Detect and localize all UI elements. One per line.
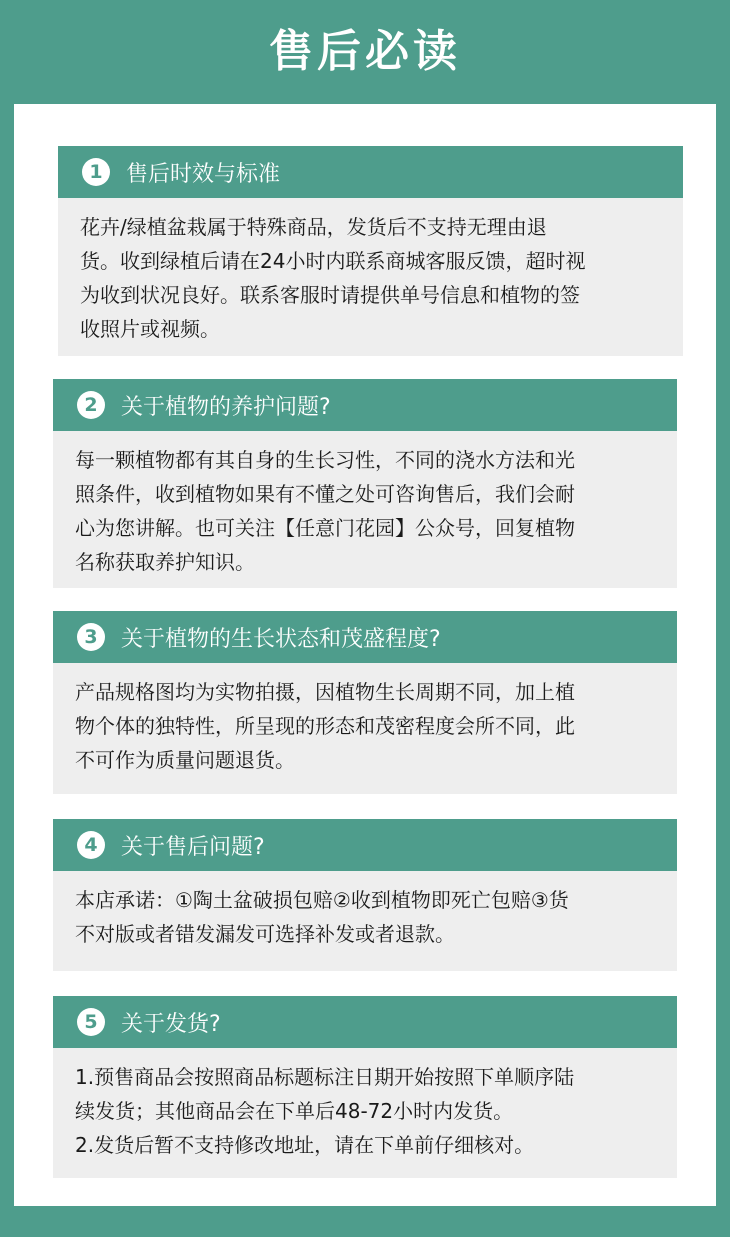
body-line: 照条件，收到植物如果有不懂之处可咨询售后，我们会耐 xyxy=(75,482,575,506)
section-header xyxy=(53,996,677,1048)
section-body xyxy=(53,431,677,588)
body-line: 不可作为质量问题退货。 xyxy=(75,748,295,772)
number-badge: 5 xyxy=(77,1008,105,1036)
body-line: 每一颗植物都有其自身的生长习性，不同的浇水方法和光 xyxy=(75,448,575,472)
section-heading: 关于售后问题? xyxy=(121,834,265,860)
body-line: 名称获取养护知识。 xyxy=(75,550,255,574)
section-3 xyxy=(53,611,677,794)
number-badge: 1 xyxy=(82,158,110,186)
body-line: 续发货；其他商品会在下单后48-72小时内发货。 xyxy=(75,1099,514,1123)
body-line: 货。收到绿植后请在24小时内联系商城客服反馈，超时视 xyxy=(80,249,586,273)
section-2 xyxy=(53,379,677,588)
body-line: 心为您讲解。也可关注【任意门花园】公众号，回复植物 xyxy=(75,516,575,540)
section-heading: 售后时效与标准 xyxy=(126,161,281,187)
section-body xyxy=(53,871,677,971)
body-line: 1.预售商品会按照商品标题标注日期开始按照下单顺序陆 xyxy=(75,1065,575,1089)
section-header xyxy=(53,819,677,871)
page-title: 售后必读 xyxy=(269,26,461,77)
number-badge: 4 xyxy=(77,831,105,859)
number-badge: 3 xyxy=(77,623,105,651)
section-5 xyxy=(53,996,677,1178)
body-line: 产品规格图均为实物拍摄，因植物生长周期不同，加上植 xyxy=(75,680,575,704)
number-badge: 2 xyxy=(77,391,105,419)
body-line: 为收到状况良好。联系客服时请提供单号信息和植物的签 xyxy=(80,283,580,307)
section-1 xyxy=(58,146,683,356)
section-heading: 关于植物的养护问题? xyxy=(121,394,331,420)
section-body xyxy=(53,663,677,794)
section-body xyxy=(58,198,683,356)
body-line: 不对版或者错发漏发可选择补发或者退款。 xyxy=(75,922,455,946)
section-body xyxy=(53,1048,677,1178)
body-line: 物个体的独特性，所呈现的形态和茂密程度会所不同，此 xyxy=(75,714,575,738)
body-line: 本店承诺：①陶土盆破损包赔②收到植物即死亡包赔③货 xyxy=(75,888,569,912)
body-line: 2.发货后暂不支持修改地址，请在下单前仔细核对。 xyxy=(75,1133,535,1157)
body-line: 收照片或视频。 xyxy=(80,317,220,341)
section-4 xyxy=(53,819,677,971)
section-heading: 关于植物的生长状态和茂盛程度? xyxy=(121,626,441,652)
section-header xyxy=(53,611,677,663)
section-header xyxy=(58,146,683,198)
body-line: 花卉/绿植盆栽属于特殊商品，发货后不支持无理由退 xyxy=(80,215,547,239)
section-heading: 关于发货? xyxy=(121,1011,221,1037)
section-header xyxy=(53,379,677,431)
